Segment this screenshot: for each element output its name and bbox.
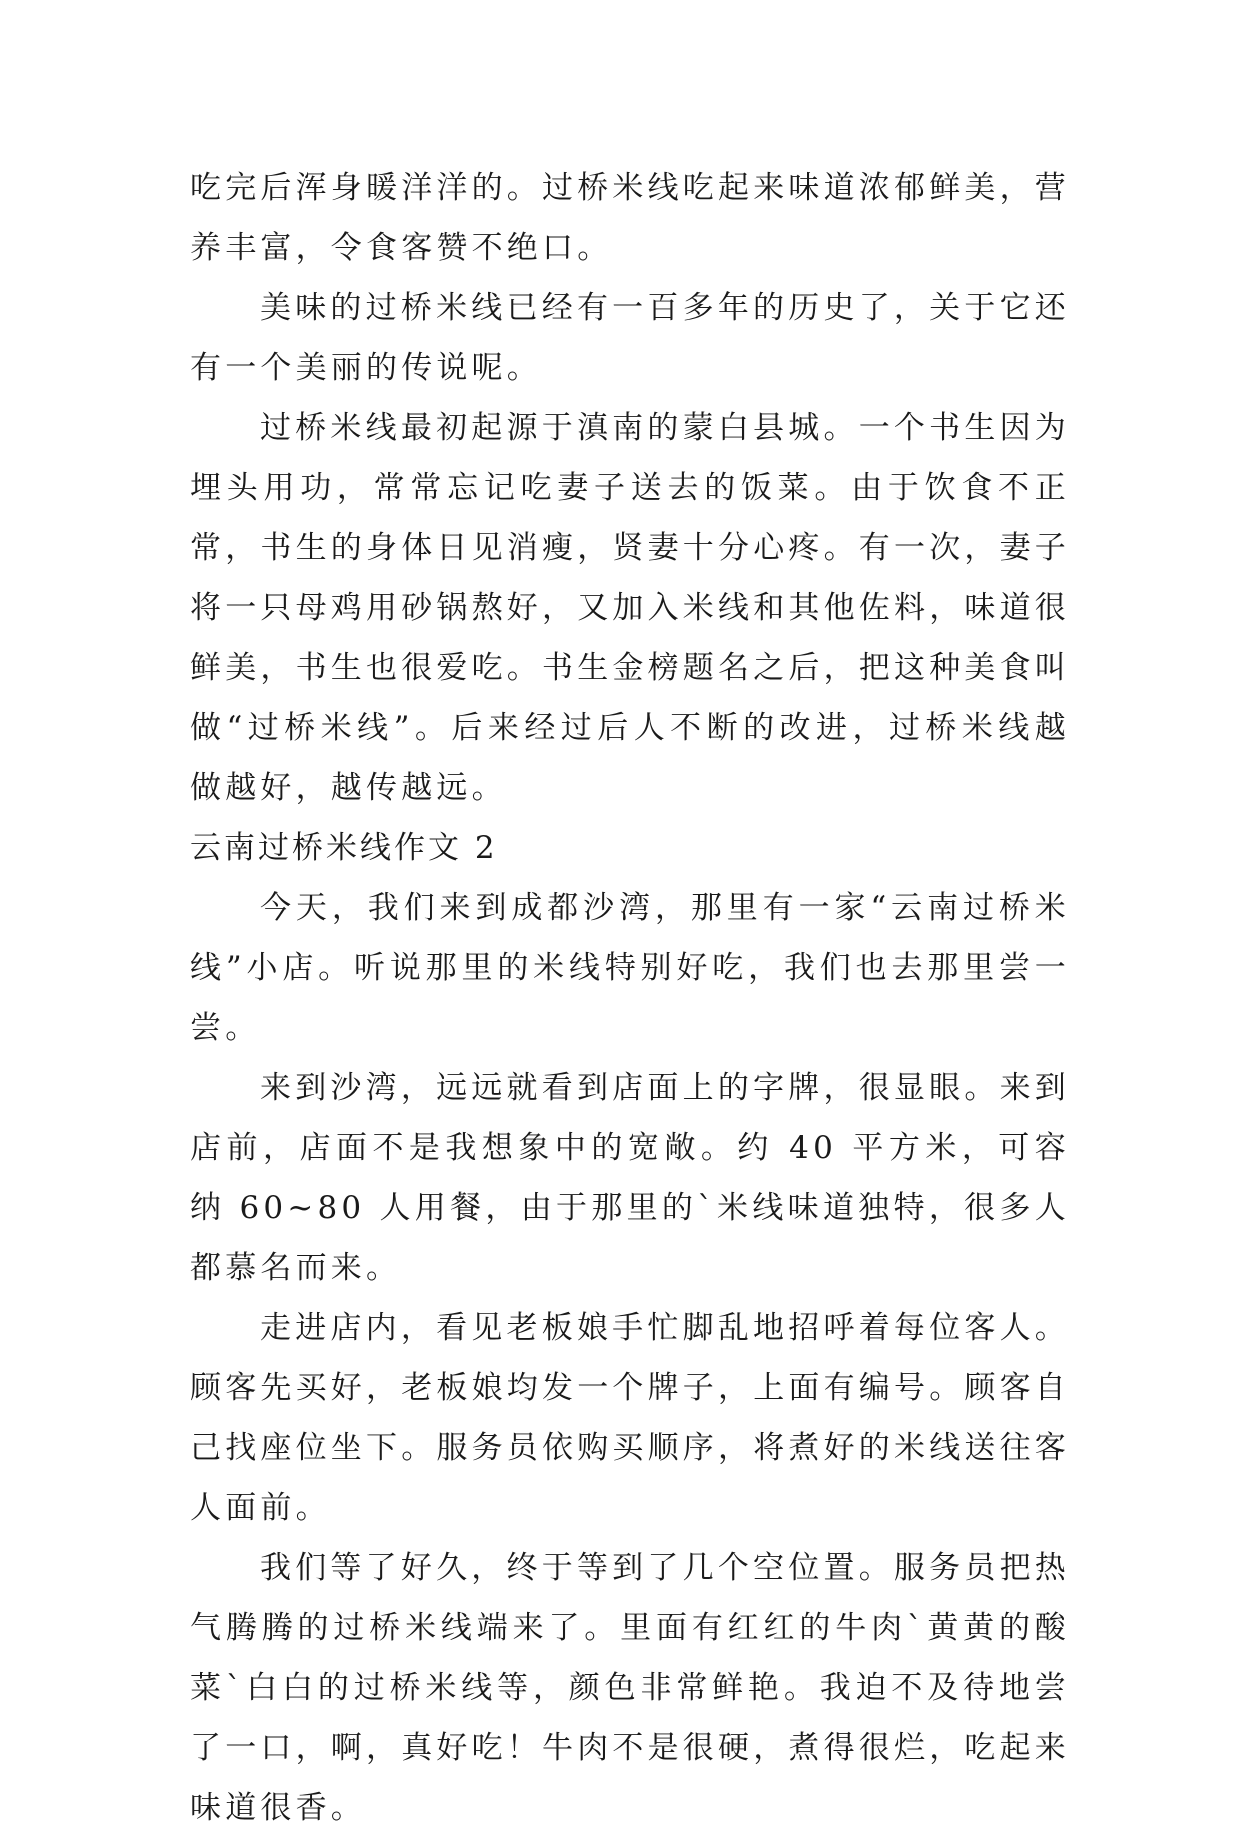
paragraph-storefront: 来到沙湾，远远就看到店面上的字牌，很显眼。来到店前，店面不是我想象中的宽敞。约 40 平方米，可容纳 60~80 人用餐，由于那里的`米线味道独特，很多人都慕名而来。: [190, 1070, 1070, 1286]
paragraph-continued: 吃完后浑身暖洋洋的。过桥米线吃起来味道浓郁鲜美，营养丰富，令食客赞不绝口。: [190, 170, 1070, 266]
paragraph-intro: 今天，我们来到成都沙湾，那里有一家“云南过桥米线”小店。听说那里的米线特别好吃，我们也去那里尝一尝。: [190, 890, 1070, 1046]
paragraph-history: 美味的过桥米线已经有一百多年的历史了，关于它还有一个美丽的传说呢。: [190, 290, 1070, 386]
paragraph-eating: 我们等了好久，终于等到了几个空位置。服务员把热气腾腾的过桥米线端来了。里面有红红的牛肉`黄黄的酸菜`白白的过桥米线等，颜色非常鲜艳。我迫不及待地尝了一口，啊，真好吃！牛肉不是很硬，煮得很烂，吃起来味道很香。: [190, 1550, 1070, 1826]
essay-title: 云南过桥米线作文 2: [190, 830, 498, 866]
paragraph-legend: 过桥米线最初起源于滇南的蒙白县城。一个书生因为埋头用功，常常忘记吃妻子送去的饭菜。由于饮食不正常，书生的身体日见消瘦，贤妻十分心疼。有一次，妻子将一只母鸡用砂锅熬好，又加入米线和其他佐料，味道很鲜美，书生也很爱吃。书生金榜题名之后，把这种美食叫做“过桥米线”。后来经过后人不断的改进，过桥米线越做越好，越传越远。: [190, 410, 1070, 806]
paragraph-inside-store: 走进店内，看见老板娘手忙脚乱地招呼着每位客人。顾客先买好，老板娘均发一个牌子，上面有编号。顾客自己找座位坐下。服务员依购买顺序，将煮好的米线送往客人面前。: [190, 1310, 1070, 1526]
document-page: [190, 158, 1070, 1838]
